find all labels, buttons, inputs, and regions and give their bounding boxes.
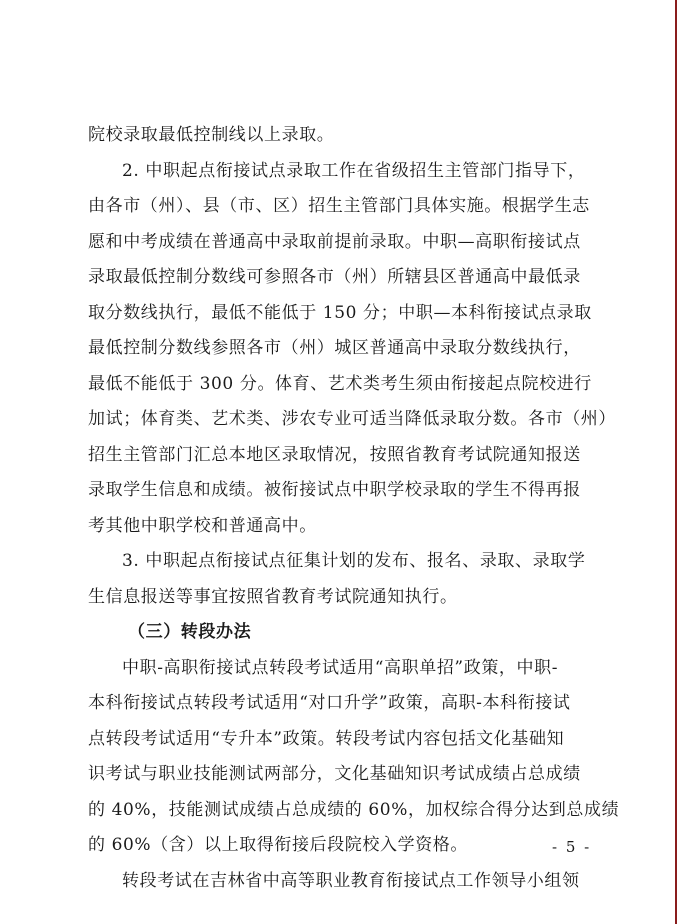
- text-line: 本科衔接试点转段考试适用“对口升学”政策，高职-本科衔接试: [88, 693, 571, 713]
- page-number: - 5 -: [552, 838, 592, 856]
- section-heading: （三）转段办法: [128, 622, 252, 642]
- text-line: 加试；体育类、艺术类、涉农专业可适当降低录取分数。各市（州）: [88, 409, 616, 429]
- page-edge-border: [675, 0, 677, 924]
- text-line: 愿和中考成绩在普通高中录取前提前录取。中职—高职衔接试点: [88, 231, 581, 252]
- text-line: 录取最低控制分数线可参照各市（州）所辖县区普通高中最低录: [88, 267, 581, 287]
- text-line: 3. 中职起点衔接试点征集计划的发布、报名、录取、录取学: [122, 551, 586, 571]
- text-line: 转段考试在吉林省中高等职业教育衔接试点工作领导小组领: [122, 870, 580, 891]
- text-line: 点转段考试适用“专升本”政策。转段考试内容包括文化基础知: [88, 728, 565, 749]
- text-line: 考其他中职学校和普通高中。: [88, 515, 317, 536]
- text-line: 最低控制分数线参照各市（州）城区普通高中录取分数线执行，: [88, 338, 581, 358]
- text-line: 招生主管部门汇总本地区录取情况，按照省教育考试院通知报送: [88, 444, 581, 465]
- text-line: 生信息报送等事宜按照省教育考试院通知执行。: [88, 586, 458, 607]
- text-line: 的 40%，技能测试成绩占总成绩的 60%，加权综合得分达到总成绩: [88, 799, 620, 820]
- text-line: 由各市（州）、县（市、区）招生主管部门具体实施。根据学生志: [88, 196, 590, 216]
- text-line: 的 60%（含）以上取得衔接后段院校入学资格。: [88, 835, 468, 855]
- text-line: 识考试与职业技能测试两部分，文化基础知识考试成绩占总成绩: [88, 764, 581, 784]
- text-line: 院校录取最低控制线以上录取。: [88, 125, 335, 145]
- text-line: 中职-高职衔接试点转段考试适用“高职单招”政策，中职-: [122, 657, 559, 678]
- text-line: 取分数线执行，最低不能低于 150 分；中职—本科衔接试点录取: [88, 302, 592, 323]
- text-line: 最低不能低于 300 分。体育、艺术类考生须由衔接起点院校进行: [88, 373, 592, 394]
- text-line: 2. 中职起点衔接试点录取工作在省级招生主管部门指导下，: [122, 160, 586, 181]
- text-line: 录取学生信息和成绩。被衔接试点中职学校录取的学生不得再报: [88, 480, 581, 500]
- body-text: [88, 118, 620, 899]
